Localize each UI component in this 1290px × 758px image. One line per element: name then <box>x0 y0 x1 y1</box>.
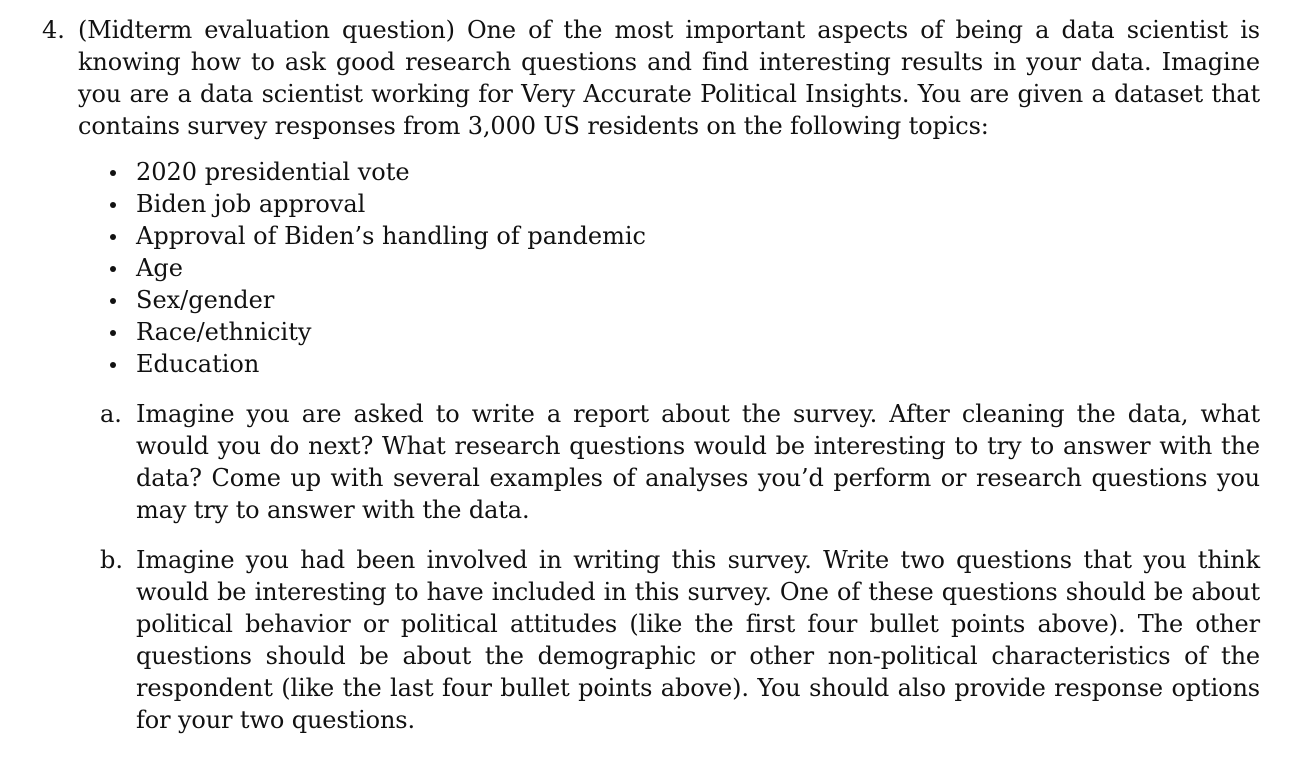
topic-item <box>78 252 1260 284</box>
question-body <box>78 14 1260 736</box>
bullet-icon <box>110 266 116 272</box>
topic-label: Education <box>136 350 260 378</box>
subpart-a <box>78 398 1260 526</box>
bullet-icon <box>110 362 116 368</box>
topic-item <box>78 220 1260 252</box>
topic-item <box>78 188 1260 220</box>
topic-item <box>78 284 1260 316</box>
bullet-icon <box>110 170 116 176</box>
bullet-icon <box>110 202 116 208</box>
subpart-b <box>78 544 1260 736</box>
question-intro: (Midterm evaluation question) One of the most important aspects of being a data scientist is knowing how to ask good research questions and find interesting results in your data. Imagine you are a data scientist working for Very Accurate Political Insights. You are given a dataset that contains survey responses from 3,000 US residents on the following topics: <box>78 16 1260 140</box>
subpart-label: a. <box>100 400 122 428</box>
subpart-text: Imagine you are asked to write a report about the survey. After cleaning the data, what would you do next? What research questions would be interesting to try to answer with the data? Come up with several examples of analyses you’d perform or research questions you may try to answer with the data. <box>136 400 1260 524</box>
bullet-icon <box>110 234 116 240</box>
topic-item <box>78 348 1260 380</box>
bullet-icon <box>110 298 116 304</box>
question-number: 4. <box>42 16 65 44</box>
topic-item <box>78 156 1260 188</box>
topic-label: Age <box>136 254 183 282</box>
topic-label: 2020 presidential vote <box>136 158 410 186</box>
topic-label: Biden job approval <box>136 190 366 218</box>
subpart-label: b. <box>100 546 123 574</box>
topic-label: Sex/gender <box>136 286 275 314</box>
topic-list <box>78 156 1260 380</box>
topic-item <box>78 316 1260 348</box>
topic-label: Race/ethnicity <box>136 318 312 346</box>
subpart-list <box>78 398 1260 736</box>
bullet-icon <box>110 330 116 336</box>
question-4 <box>42 14 1260 754</box>
subpart-text: Imagine you had been involved in writing this survey. Write two questions that you think would be interesting to have included in this survey. One of these questions should be about political behavior or political attitudes (like the first four bullet points above). The other questions should be about the demographic or other non-political characteristics of the respondent (like the last four bullet points above). You should also provide response options for your two questions. <box>136 546 1260 734</box>
topic-label: Approval of Biden’s handling of pandemic <box>136 222 646 250</box>
